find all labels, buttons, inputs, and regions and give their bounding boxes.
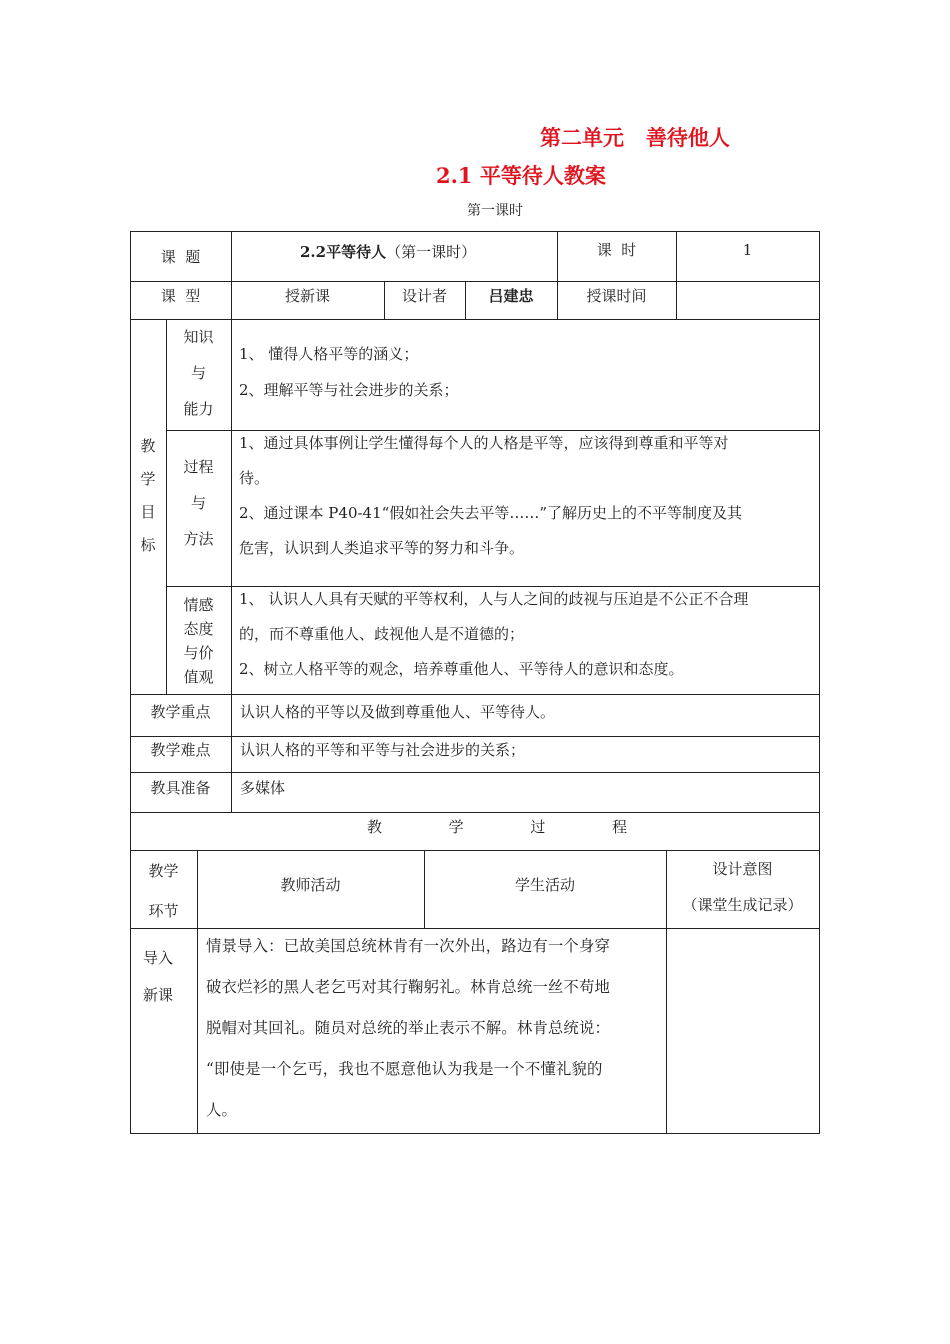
tools-value: 多媒体: [240, 779, 286, 797]
teacher-activity-header: 教师活动: [280, 876, 341, 894]
topic-cell: [300, 243, 557, 261]
time-label: 授课时间: [586, 287, 647, 305]
stage-cell: 导入 新课: [142, 949, 173, 1004]
type-label: 课 型: [160, 287, 201, 305]
key-point-value: 认识人格的平等以及做到尊重他人、平等待人。: [240, 703, 556, 721]
knowledge-text: 1、 懂得人格平等的涵义； 2、理解平等与社会进步的关系；: [239, 345, 459, 399]
difficulty-value: 认识人格的平等和平等与社会进步的关系；: [240, 741, 526, 759]
student-activity-header: 学生活动: [514, 876, 575, 894]
objectives-label: 教 学 目 标: [140, 437, 156, 554]
type-value: 授新课: [284, 287, 330, 305]
unit-title: 第二单元 善待他人: [540, 125, 730, 150]
stage-header: 教学 环节: [148, 862, 179, 920]
topic-value: 2.2平等待人: [300, 243, 387, 261]
topic-note: （第一课时）: [386, 243, 477, 261]
process-section-title: 教 学 过 程: [367, 818, 627, 836]
period-subtitle: 第一课时: [467, 203, 523, 219]
lesson-title: 2.1 平等待人教案: [436, 163, 606, 188]
hours-value: 1: [742, 241, 753, 259]
design-intent-header: 设计意图 （课堂生成记录）: [682, 860, 803, 914]
key-point-label: 教学重点: [150, 703, 211, 721]
hours-label: 课 时: [596, 241, 637, 259]
tools-label: 教具准备: [150, 779, 211, 797]
designer-label: 设计者: [401, 287, 447, 305]
topic-label: 课 题: [160, 248, 201, 266]
emotion-attitude-text: 1、 认识人人具有天赋的平等权利，人与人之间的歧视与压迫是不公正不合理 的，而不尊重他人、歧视他人是不道德的； 2、树立人格平等的观念，培养尊重他人、平等待人的意识和态度。: [239, 590, 749, 678]
process-method-label: 过程 与 方法: [183, 458, 214, 548]
difficulty-label: 教学难点: [150, 741, 211, 759]
teacher-activity-text: 情景导入：已故美国总统林肯有一次外出，路边有一个身穿 破衣烂衫的黑人老乞丐对其行鞠躬礼。林肯总统一丝不苟地 脱帽对其回礼。随员对总统的举止表示不解。林肯总统说： “即使是一个乞丐，我也不愿意他认为我是一个不懂礼貌的 人。: [206, 937, 611, 1119]
process-method-text: 1、通过具体事例让学生懂得每个人的人格是平等，应该得到尊重和平等对 待。 2、通过课本 P40-41“假如社会失去平等……”了解历史上的不平等制度及其 危害，认识到人类追求平等的努力和斗争。: [239, 434, 742, 557]
designer-value: 吕建忠: [488, 287, 534, 305]
knowledge-label: 知识 与 能力: [183, 328, 214, 418]
emotion-attitude-label: 情感 态度 与价 值观: [183, 596, 214, 686]
